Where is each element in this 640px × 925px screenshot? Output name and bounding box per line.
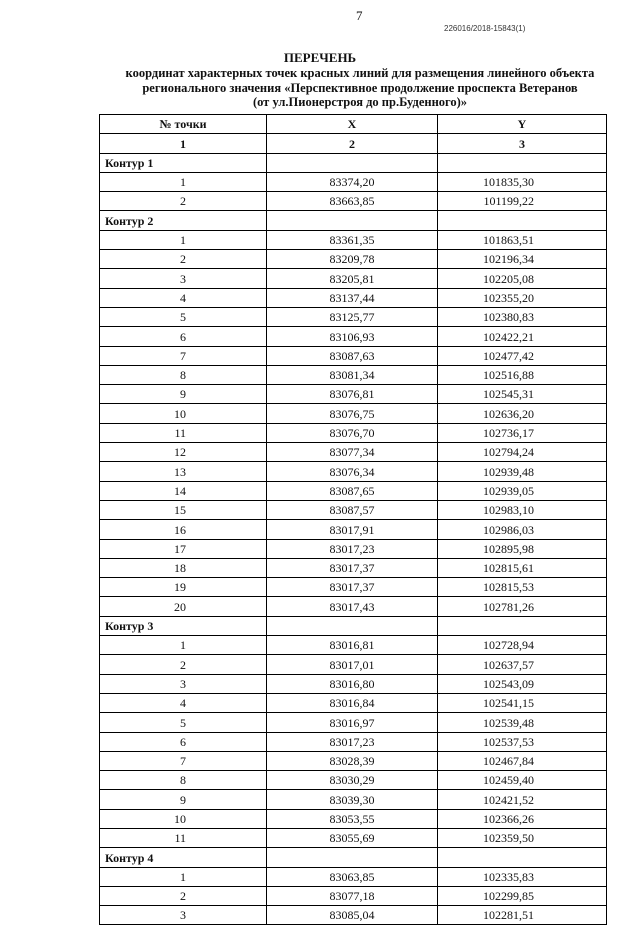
point-number-cell: 10 [100,809,267,828]
x-coordinate-cell: 83125,77 [267,307,438,326]
table-row [100,886,607,905]
x-coordinate-cell: 83028,39 [267,751,438,770]
table-row [100,192,607,211]
point-number-cell: 2 [100,886,267,905]
table-row [100,558,607,577]
table-row [100,906,607,925]
x-coordinate-cell: 83076,75 [267,404,438,423]
y-coordinate-cell: 102380,83 [438,307,607,326]
contour-label: Контур 1 [100,153,267,172]
table-row [100,578,607,597]
x-coordinate-cell: 83017,37 [267,558,438,577]
table-row [100,597,607,616]
table-row [100,713,607,732]
point-number-cell: 9 [100,790,267,809]
contour-filler [267,616,438,635]
contour-filler [438,616,607,635]
y-coordinate-cell: 102196,34 [438,250,607,269]
point-number-cell: 2 [100,655,267,674]
x-coordinate-cell: 83030,29 [267,771,438,790]
point-number-cell: 2 [100,250,267,269]
y-coordinate-cell: 102516,88 [438,365,607,384]
point-number-cell: 16 [100,520,267,539]
table-row [100,732,607,751]
point-number-cell: 1 [100,636,267,655]
point-number-cell: 15 [100,500,267,519]
document-title: ПЕРЕЧЕНЬ [283,50,357,65]
x-coordinate-cell: 83017,43 [267,597,438,616]
point-number-cell: 19 [100,578,267,597]
x-coordinate-cell: 83137,44 [267,288,438,307]
y-coordinate-cell: 102986,03 [438,520,607,539]
table-row [100,269,607,288]
table-row [100,346,607,365]
x-coordinate-cell: 83017,91 [267,520,438,539]
table-index-row [100,134,607,153]
y-coordinate-cell: 102637,57 [438,655,607,674]
y-coordinate-cell: 102477,42 [438,346,607,365]
y-coordinate-cell: 101199,22 [438,192,607,211]
point-number-cell: 5 [100,307,267,326]
y-coordinate-cell: 102421,52 [438,790,607,809]
point-number-cell: 1 [100,230,267,249]
point-number-cell: 1 [100,172,267,191]
table-row [100,250,607,269]
table-row [100,172,607,191]
point-number-cell: 3 [100,906,267,925]
point-number-cell: 9 [100,385,267,404]
point-number-cell: 10 [100,404,267,423]
x-coordinate-cell: 83663,85 [267,192,438,211]
contour-filler [438,848,607,867]
y-coordinate-cell: 102781,26 [438,597,607,616]
y-coordinate-cell: 102728,94 [438,636,607,655]
y-coordinate-cell: 102815,61 [438,558,607,577]
table-row [100,423,607,442]
contour-row [100,848,607,867]
contour-filler [267,848,438,867]
y-coordinate-cell: 102537,53 [438,732,607,751]
table-row [100,867,607,886]
contour-label: Контур 2 [100,211,267,230]
contour-label: Контур 4 [100,848,267,867]
x-coordinate-cell: 83081,34 [267,365,438,384]
point-number-cell: 11 [100,828,267,847]
table-header-row [100,115,607,134]
document-number: 226016/2018-15843(1) [444,24,526,33]
table-body [100,153,607,925]
y-coordinate-cell: 102983,10 [438,500,607,519]
contour-row [100,616,607,635]
y-coordinate-cell: 102422,21 [438,327,607,346]
y-coordinate-cell: 101835,30 [438,172,607,191]
x-coordinate-cell: 83016,97 [267,713,438,732]
y-coordinate-cell: 102636,20 [438,404,607,423]
y-coordinate-cell: 102939,05 [438,481,607,500]
table-row [100,365,607,384]
table-row [100,636,607,655]
x-coordinate-cell: 83017,37 [267,578,438,597]
x-coordinate-cell: 83087,63 [267,346,438,365]
y-coordinate-cell: 102794,24 [438,443,607,462]
y-coordinate-cell: 102355,20 [438,288,607,307]
point-number-cell: 13 [100,462,267,481]
point-number-cell: 4 [100,288,267,307]
y-coordinate-cell: 102895,98 [438,539,607,558]
y-coordinate-cell: 102939,48 [438,462,607,481]
x-coordinate-cell: 83063,85 [267,867,438,886]
point-number-cell: 12 [100,443,267,462]
point-number-cell: 8 [100,365,267,384]
point-number-cell: 6 [100,732,267,751]
x-coordinate-cell: 83055,69 [267,828,438,847]
index-col-3: 3 [438,134,607,153]
x-coordinate-cell: 83087,65 [267,481,438,500]
x-coordinate-cell: 83106,93 [267,327,438,346]
x-coordinate-cell: 83016,80 [267,674,438,693]
y-coordinate-cell: 102815,53 [438,578,607,597]
table-row [100,771,607,790]
x-coordinate-cell: 83085,04 [267,906,438,925]
table-row [100,230,607,249]
y-coordinate-cell: 102543,09 [438,674,607,693]
contour-filler [438,211,607,230]
index-col-1: 1 [100,134,267,153]
table-row [100,539,607,558]
y-coordinate-cell: 102736,17 [438,423,607,442]
point-number-cell: 20 [100,597,267,616]
x-coordinate-cell: 83077,34 [267,443,438,462]
contour-label: Контур 3 [100,616,267,635]
y-coordinate-cell: 102459,40 [438,771,607,790]
x-coordinate-cell: 83361,35 [267,230,438,249]
x-coordinate-cell: 83374,20 [267,172,438,191]
x-coordinate-cell: 83077,18 [267,886,438,905]
y-coordinate-cell: 101863,51 [438,230,607,249]
point-number-cell: 17 [100,539,267,558]
x-coordinate-cell: 83017,23 [267,732,438,751]
table-row [100,790,607,809]
contour-filler [267,153,438,172]
y-coordinate-cell: 102467,84 [438,751,607,770]
table-row [100,443,607,462]
point-number-cell: 7 [100,751,267,770]
document-subtitle [90,66,630,110]
point-number-cell: 4 [100,693,267,712]
x-coordinate-cell: 83209,78 [267,250,438,269]
table-row [100,288,607,307]
point-number-cell: 1 [100,867,267,886]
table-row [100,693,607,712]
y-coordinate-cell: 102205,08 [438,269,607,288]
point-number-cell: 7 [100,346,267,365]
table-row [100,327,607,346]
point-number-cell: 8 [100,771,267,790]
index-col-2: 2 [267,134,438,153]
subtitle-line: координат характерных точек красных линий для размещения линейного объекта [125,66,595,80]
x-coordinate-cell: 83016,81 [267,636,438,655]
contour-row [100,211,607,230]
subtitle-line: (от ул.Пионерстроя до пр.Буденного)» [252,95,468,109]
contour-filler [267,211,438,230]
table-row [100,520,607,539]
y-coordinate-cell: 102299,85 [438,886,607,905]
table-row [100,404,607,423]
header-x: X [267,115,438,134]
x-coordinate-cell: 83087,57 [267,500,438,519]
table-row [100,809,607,828]
contour-filler [438,153,607,172]
header-y: Y [438,115,607,134]
x-coordinate-cell: 83053,55 [267,809,438,828]
point-number-cell: 2 [100,192,267,211]
point-number-cell: 3 [100,674,267,693]
table-row [100,481,607,500]
table-row [100,307,607,326]
table-row [100,674,607,693]
point-number-cell: 6 [100,327,267,346]
x-coordinate-cell: 83039,30 [267,790,438,809]
y-coordinate-cell: 102281,51 [438,906,607,925]
table-row [100,385,607,404]
point-number-cell: 14 [100,481,267,500]
header-point-number: № точки [100,115,267,134]
x-coordinate-cell: 83076,70 [267,423,438,442]
table-row [100,462,607,481]
x-coordinate-cell: 83205,81 [267,269,438,288]
point-number-cell: 3 [100,269,267,288]
y-coordinate-cell: 102539,48 [438,713,607,732]
contour-row [100,153,607,172]
y-coordinate-cell: 102359,50 [438,828,607,847]
page-number: 7 [356,8,363,23]
point-number-cell: 5 [100,713,267,732]
coordinates-table [99,114,607,925]
y-coordinate-cell: 102541,15 [438,693,607,712]
y-coordinate-cell: 102366,26 [438,809,607,828]
y-coordinate-cell: 102545,31 [438,385,607,404]
table-row [100,828,607,847]
table-row [100,655,607,674]
x-coordinate-cell: 83076,81 [267,385,438,404]
table-row [100,751,607,770]
table-row [100,500,607,519]
point-number-cell: 11 [100,423,267,442]
x-coordinate-cell: 83017,23 [267,539,438,558]
x-coordinate-cell: 83017,01 [267,655,438,674]
subtitle-line: регионального значения «Перспективное продолжение проспекта Ветеранов [142,80,578,95]
x-coordinate-cell: 83076,34 [267,462,438,481]
y-coordinate-cell: 102335,83 [438,867,607,886]
x-coordinate-cell: 83016,84 [267,693,438,712]
point-number-cell: 18 [100,558,267,577]
